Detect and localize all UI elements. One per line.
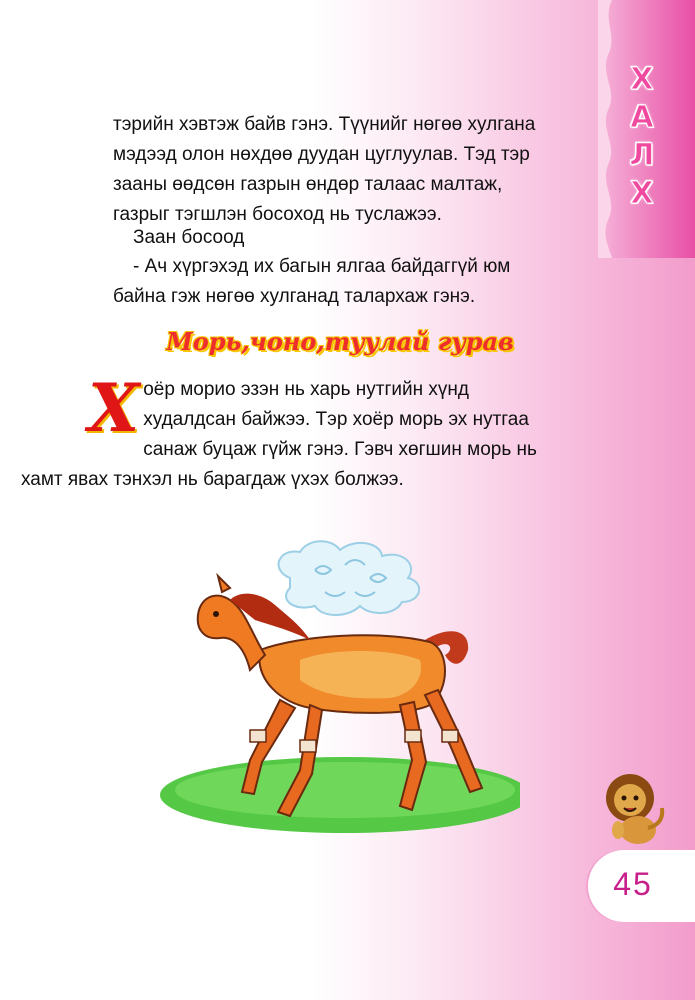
side-letter: Х <box>630 176 654 211</box>
side-letter: Х <box>630 62 654 97</box>
text-line: мэдээд олон нөхдөө дуудан цуглуулав. Тэд тэр <box>113 144 530 165</box>
text-line: - Ач хүргэхэд их багын ялгаа байдаггүй юм <box>133 256 511 277</box>
side-letter: Л <box>629 138 655 173</box>
paragraph-2 <box>113 223 603 253</box>
text-line: санаж буцаж гүйж гэнэ. Гэвч хөгшин морь нь <box>143 439 537 460</box>
page-number: 45 <box>613 866 653 902</box>
text-line: оёр морио эзэн нь харь нутгийн хүнд <box>143 379 469 400</box>
horse-illustration <box>150 530 520 850</box>
paragraph-1 <box>113 110 603 230</box>
text-line: байна гэж нөгөө хулганад талархаж гэнэ. <box>113 286 476 307</box>
lion-mascot-icon <box>598 770 668 848</box>
side-letter: А <box>630 100 654 135</box>
text-line: худалдсан байжээ. Тэр хоёр морь эх нутгаа <box>143 409 529 430</box>
text-line: хамт явах тэнхэл нь барагдаж үхэх болжээ. <box>21 469 404 490</box>
drop-cap: Х <box>88 369 140 447</box>
text-line: тэрийн хэвтэж байв гэнэ. Түүнийг нөгөө хулгана <box>113 114 536 135</box>
story-title: Морь,чоно,туулай гурав <box>166 327 514 356</box>
paragraph-3 <box>113 252 603 312</box>
text-line: газрыг тэгшлэн босоход нь туслажээ. <box>113 204 442 225</box>
cloud-icon <box>279 541 420 615</box>
text-line: зааны өөдсөн газрын өндөр талаас малтаж, <box>113 174 503 195</box>
text-line: Заан босоод <box>133 227 245 248</box>
story-paragraph <box>21 369 608 495</box>
side-title <box>612 62 672 212</box>
